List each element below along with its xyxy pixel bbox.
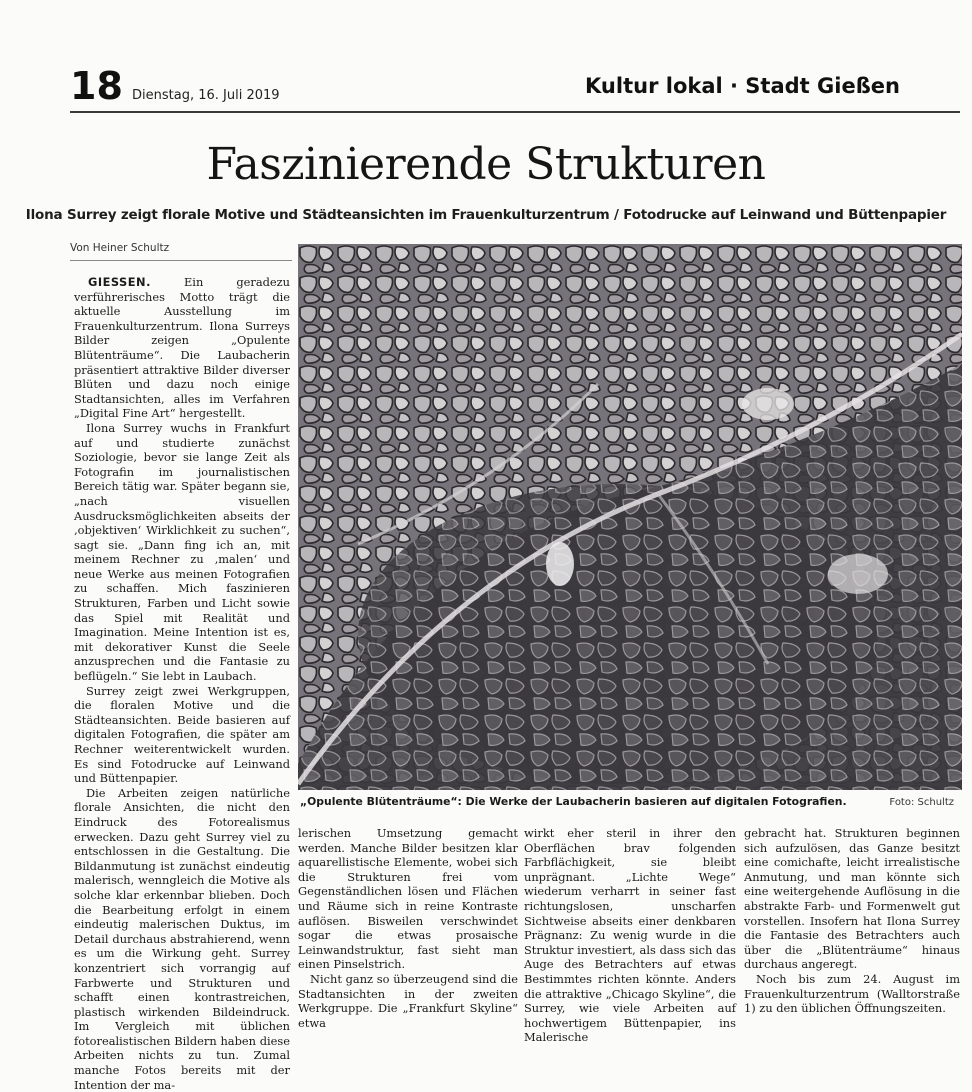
article-column-3 bbox=[524, 826, 736, 1045]
byline-rule bbox=[70, 260, 292, 261]
paragraph: Nicht ganz so überzeugend sind die Stadtansichten in der zweiten Werkgruppe. Die „Frankfurt Skyline“ etwa bbox=[298, 971, 518, 1030]
byline: Von Heiner Schultz bbox=[70, 242, 170, 254]
header-rule bbox=[70, 111, 960, 113]
paragraph: wirkt eher steril in ihrer den Oberflächen brav folgenden Farbflächigkeit, sie bleibt unprägnant. „Lichte Wege“ wiederum verharrt in seiner fast richtungslosen, unscharfen Sichtweise abseits einer denkbaren Prägnanz: Zu wenig wurde in die Struktur investiert, als dass sich das Auge des Betrachters auf etwas Bestimmtes richten könnte. Anders die attraktive „Chicago Skyline“, die Surrey, wie viele Arbeiten auf hochwertigem Büttenpapier, ins Malerische bbox=[524, 826, 736, 1045]
article-headline: Faszinierende Strukturen bbox=[206, 139, 766, 190]
paragraph-text: Ein geradezu verführerisches Motto trägt die aktuelle Ausstellung im Frauenkulturzentrum. Ilona Surreys Bilder zeigen „Opulente Blütenträume“. Die Laubacherin präsentiert attraktive Bilder diverser Blüten und dazu noch einige Stadtansichten, alles im Verfahren „Digital Fine Art“ hergestellt. bbox=[74, 275, 290, 421]
paragraph: Die Arbeiten zeigen natürliche florale Ansichten, die nicht den Eindruck des Fotorealismus erwecken. Dazu geht Surrey viel zu entschlossen in die Gestaltung. Die Bildanmutung ist zunächst eindeutig malerisch, wenngleich die Motive als solche klar erkennbar blieben. Doch die Bearbeitung erfolgt in einem eindeutig malerischen Duktus, im Detail durchaus abstrahierend, wenn es um die Wirkung geht. Surrey konzentriert sich vorrangig auf Farbwerte und Strukturen und schafft einen kontrastreichen, plastisch wirkenden Bildeindruck. Im Vergleich mit üblichen fotorealistischen Bildern haben diese Arbeiten nichts zu tun. Zumal manche Fotos bereits mit der Intention der ma- bbox=[74, 785, 290, 1092]
leaf-photo-illustration bbox=[298, 244, 962, 790]
article-column-2 bbox=[298, 826, 518, 1030]
photo-caption: „Opulente Blütenträume“: Die Werke der Laubacherin basieren auf digitalen Fotografien. bbox=[300, 795, 847, 808]
masthead bbox=[70, 64, 950, 110]
article-column-4 bbox=[744, 826, 960, 1016]
dateline: GIESSEN. bbox=[88, 275, 151, 289]
paragraph: Surrey zeigt zwei Werkgruppen, die floralen Motive und die Städteansichten. Beide basieren auf digitalen Fotografien, die später am Rechner weiterentwickelt wurden. Es sind Fotodrucke auf Leinwand und Büttenpapier. bbox=[74, 683, 290, 786]
paragraph: Noch bis zum 24. August im Frauenkulturzentrum (Walltorstraße 1) zu den üblichen Öffnungszeiten. bbox=[744, 971, 960, 1016]
paragraph bbox=[74, 275, 290, 421]
page-number: 18 bbox=[70, 64, 123, 108]
paragraph: Ilona Surrey wuchs in Frankfurt auf und studierte zunächst Soziologie, bevor sie lange Zeit als Fotografin im journalistischen Bereich tätig war. Später begann sie, „nach visuellen Ausdrucksmöglichkeiten abseits der ‚objektiven‘ Wirklichkeit zu suchen“, sagt sie. „Dann fing ich an, mit meinem Rechner zu ‚malen‘ und neue Werke aus meinen Fotografien zu schaffen. Mich faszinieren Strukturen, Farben und Licht sowie das Spiel mit Realität und Imagination. Meine Intention ist es, mit dekorativer Kunst die Seele anzusprechen und die Fantasie zu beflügeln.“ Sie lebt in Laubach. bbox=[74, 420, 290, 684]
section-title: Kultur lokal · Stadt Gießen bbox=[585, 74, 900, 98]
article-subheadline: Ilona Surrey zeigt florale Motive und Städteansichten im Frauenkulturzentrum / Fotodrucke auf Leinwand und Büttenpapier bbox=[25, 207, 947, 223]
paragraph: lerischen Umsetzung gemacht werden. Manche Bilder besitzen klar aquarellistische Elemente, wobei sich die Strukturen frei vom Gegenständlichen lösen und Flächen und Räume sich in reine Kontraste auflösen. Bisweilen verschwindet sogar die etwas prosaische Leinwandstruktur, fast sieht man einen Pinselstrich. bbox=[298, 826, 518, 972]
photo-credit: Foto: Schultz bbox=[889, 797, 954, 808]
article-column-1 bbox=[74, 275, 290, 1092]
article-photo bbox=[298, 244, 962, 790]
paragraph: gebracht hat. Strukturen beginnen sich aufzulösen, das Ganze besitzt eine comichafte, leicht irrealistische Anmutung, und man könnte sich eine weitergehende Auflösung in die abstrakte Farb- und Formenwelt gut vorstellen. Insofern hat Ilona Surrey die Fantasie des Betrachters auch über die „Blütenträume“ hinaus durchaus angeregt. bbox=[744, 826, 960, 972]
issue-date: Dienstag, 16. Juli 2019 bbox=[132, 88, 280, 103]
